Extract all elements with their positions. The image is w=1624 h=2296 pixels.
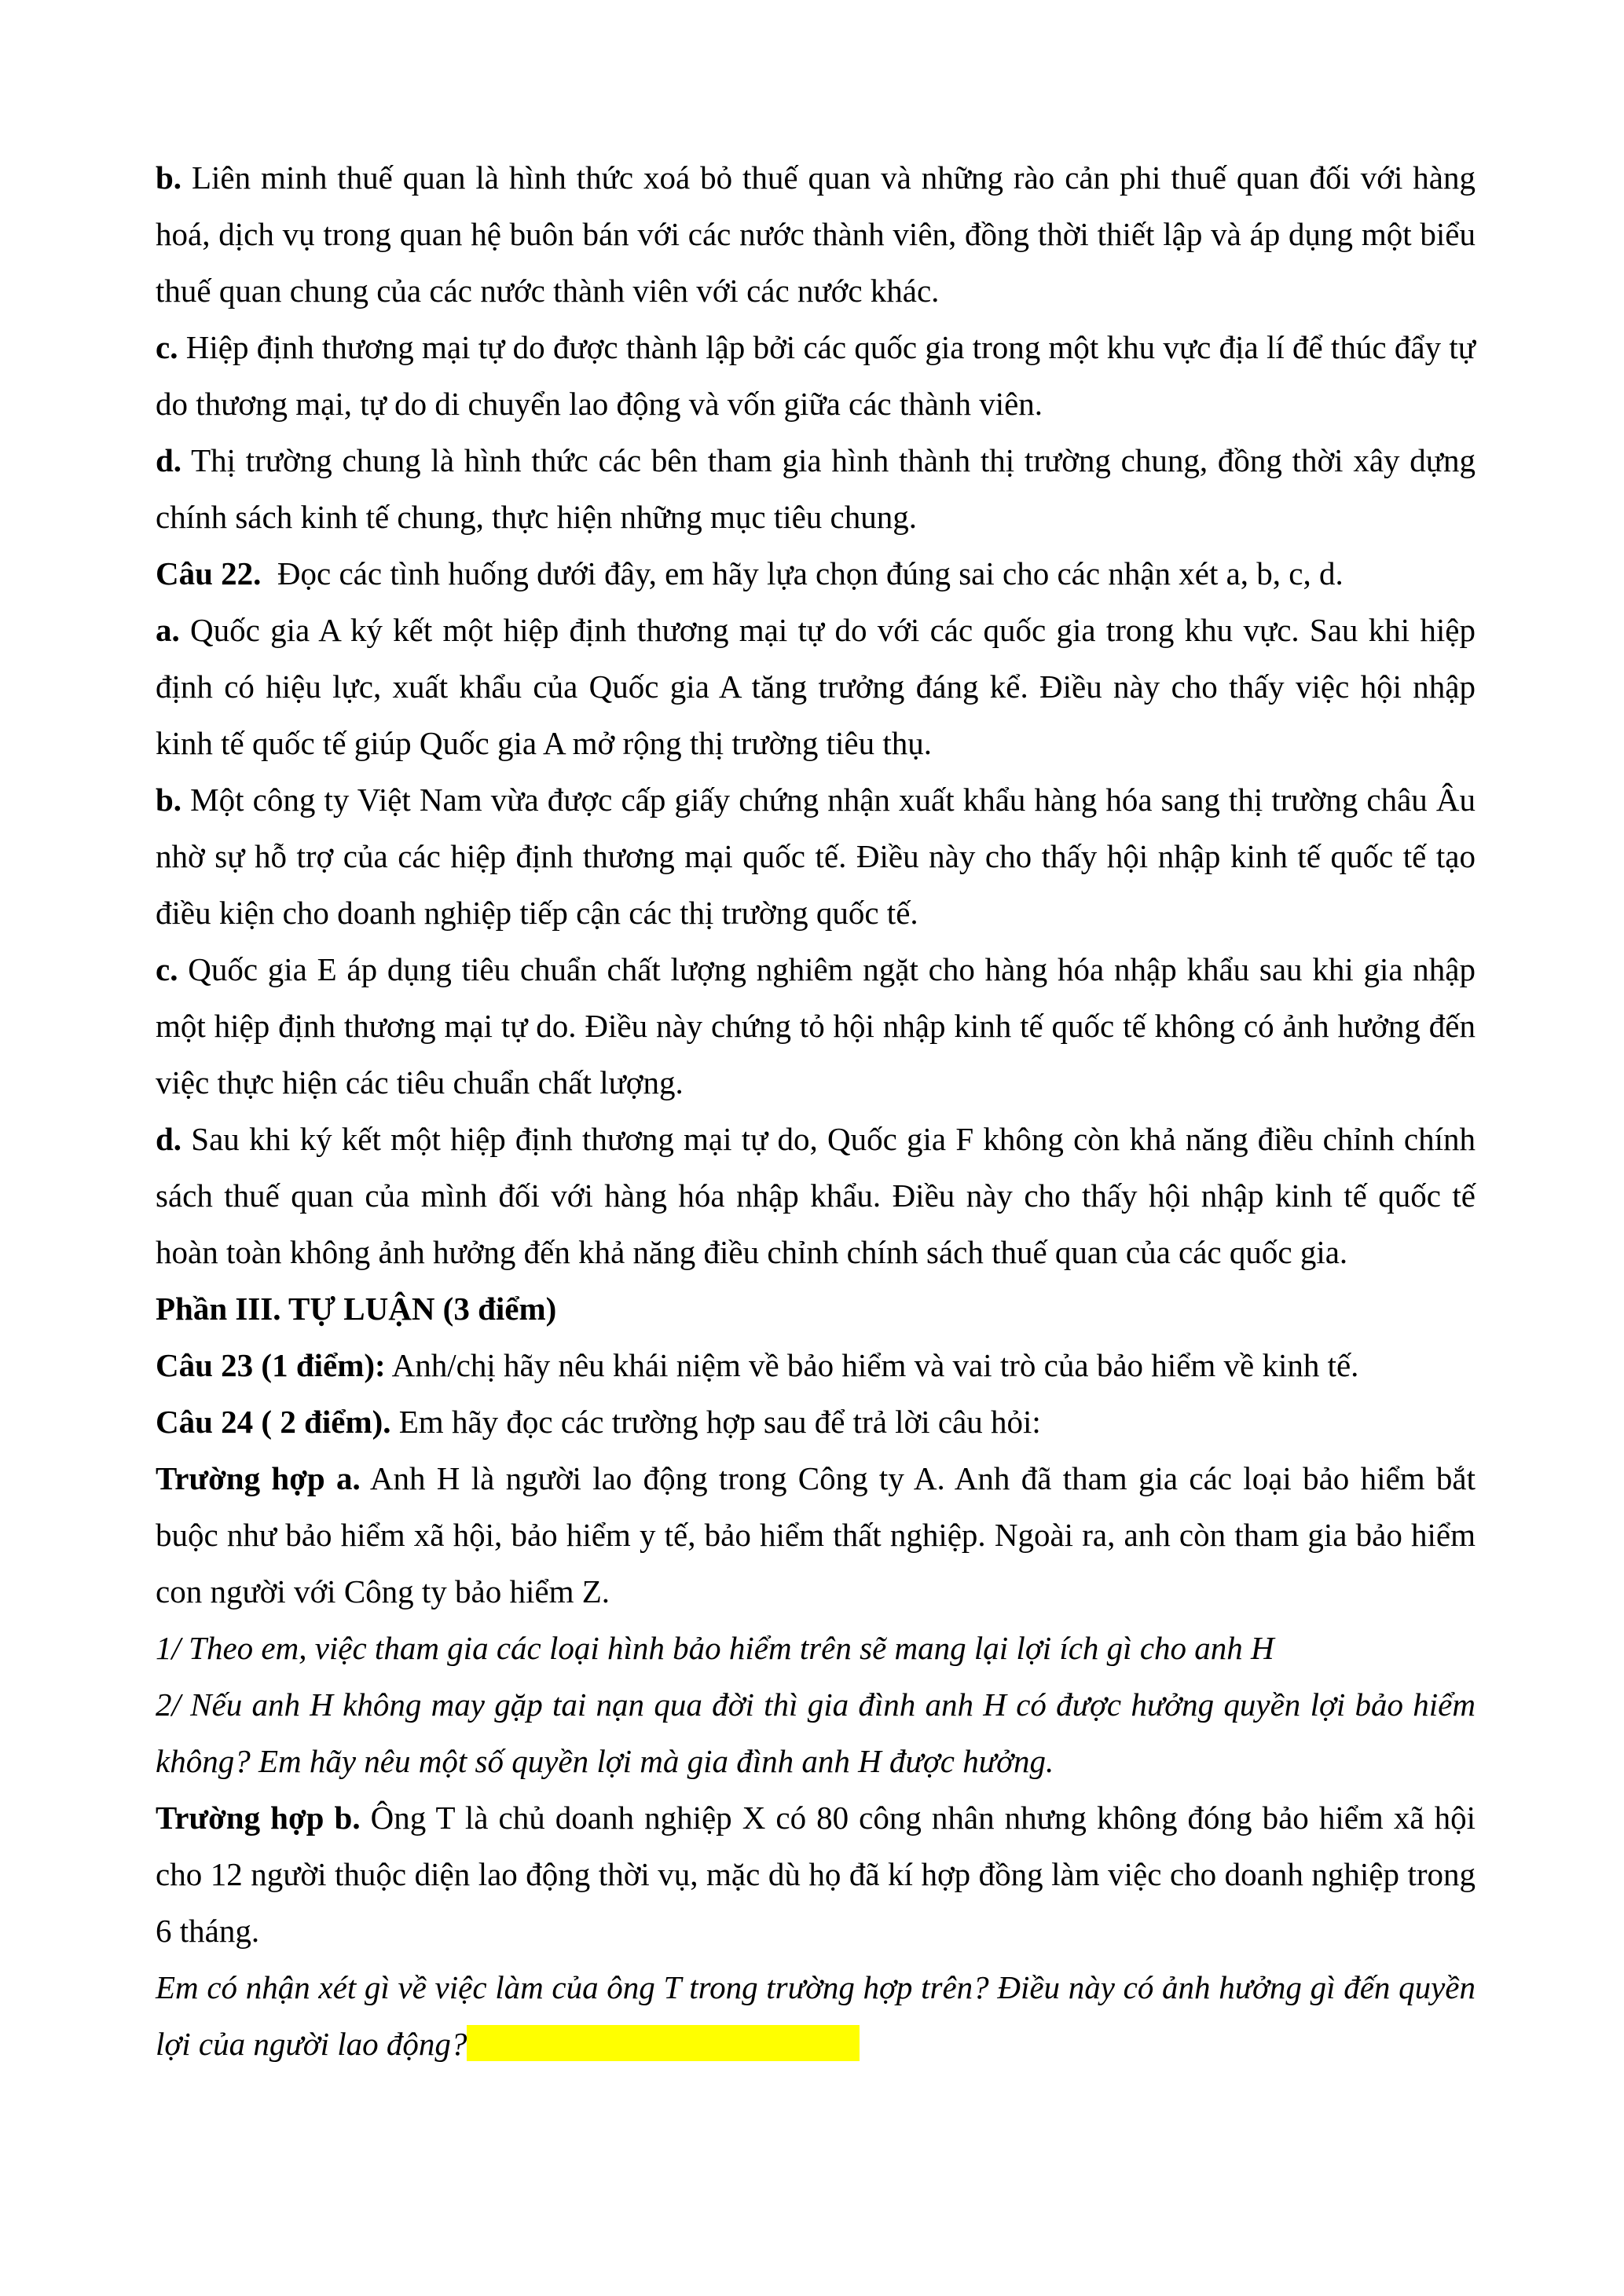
statement-b [156, 771, 1476, 941]
case-a-question-1: 1/ Theo em, việc tham gia các loại hình bảo hiểm trên sẽ mang lại lợi ích gì cho anh H [156, 1630, 1274, 1666]
paragraph-lead: d. [156, 442, 182, 478]
paragraph-lead: c. [156, 951, 178, 987]
case-text: Ông T là chủ doanh nghiệp X có 80 công nhân nhưng không đóng bảo hiểm xã hội cho 12 người thuộc diện lao động thời vụ, mặc dù họ đã kí hợp đồng làm việc cho doanh nghiệp trong 6 tháng. [156, 1800, 1476, 1949]
case-b [156, 1789, 1476, 1959]
paragraph-text: Hiệp định thương mại tự do được thành lập bởi các quốc gia trong một khu vực địa lí để thúc đẩy tự do thương mại, tự do di chuyển lao động và vốn giữa các thành viên. [156, 329, 1476, 422]
statement-d [156, 1111, 1476, 1280]
question-number: Câu 24 ( 2 điểm). [156, 1404, 391, 1440]
paragraph-text: Một công ty Việt Nam vừa được cấp giấy chứng nhận xuất khẩu hàng hóa sang thị trường châu Âu nhờ sự hỗ trợ của các hiệp định thương mại quốc tế. Điều này cho thấy hội nhập kinh tế quốc tế tạo điều kiện cho doanh nghiệp tiếp cận các thị trường quốc tế. [156, 782, 1476, 931]
statement-a [156, 602, 1476, 771]
case-a-question-2: 2/ Nếu anh H không may gặp tai nạn qua đời thì gia đình anh H có được hưởng quyền lợi bảo hiểm không? Em hãy nêu một số quyền lợi mà gia đình anh H được hưởng. [156, 1686, 1476, 1779]
question-text: Anh/chị hãy nêu khái niệm về bảo hiểm và vai trò của bảo hiểm về kinh tế. [385, 1347, 1359, 1383]
case-text: Anh H là người lao động trong Công ty A. Anh đã tham gia các loại bảo hiểm bắt buộc như bảo hiểm xã hội, bảo hiểm y tế, bảo hiểm thất nghiệp. Ngoài ra, anh còn tham gia bảo hiểm con người với Công ty bảo hiểm Z. [156, 1460, 1476, 1609]
question-22 [156, 545, 1476, 602]
question-text: Đọc các tình huống dưới đây, em hãy lựa chọn đúng sai cho các nhận xét a, b, c, d. [261, 555, 1344, 591]
paragraph-text: Thị trường chung là hình thức các bên tham gia hình thành thị trường chung, đồng thời xây dựng chính sách kinh tế chung, thực hiện những mục tiêu chung. [156, 442, 1476, 535]
paragraph-text: Quốc gia E áp dụng tiêu chuẩn chất lượng nghiêm ngặt cho hàng hóa nhập khẩu sau khi gia nhập một hiệp định thương mại tự do. Điều này chứng tỏ hội nhập kinh tế quốc tế không có ảnh hưởng đến việc thực hiện các tiêu chuẩn chất lượng. [156, 951, 1476, 1100]
paragraph-lead: b. [156, 159, 182, 196]
paragraph-text: Liên minh thuế quan là hình thức xoá bỏ thuế quan và những rào cản phi thuế quan đối với hàng hoá, dịch vụ trong quan hệ buôn bán với các nước thành viên, đồng thời thiết lập và áp dụng một biểu thuế quan chung của các nước thành viên với các nước khác. [156, 159, 1476, 309]
case-lead: Trường hợp b. [156, 1800, 361, 1836]
paragraph-text: Quốc gia A ký kết một hiệp định thương mại tự do với các quốc gia trong khu vực. Sau khi hiệp định có hiệu lực, xuất khẩu của Quốc gia A tăng trưởng đáng kể. Điều này cho thấy việc hội nhập kinh tế quốc tế giúp Quốc gia A mở rộng thị trường tiêu thụ. [156, 612, 1476, 761]
question-24 [156, 1393, 1476, 1450]
paragraph-c-fta [156, 319, 1476, 432]
statement-c [156, 941, 1476, 1111]
paragraph-b-customs-union [156, 149, 1476, 319]
case-b-question [156, 1959, 1476, 2072]
case-a [156, 1450, 1476, 1620]
paragraph-lead: a. [156, 612, 180, 648]
case-b-question-text: Em có nhận xét gì về việc làm của ông T trong trường hợp trên? Điều này có ảnh hưởng gì đến quyền lợi của người lao động? [156, 1969, 1476, 2062]
question-23 [156, 1337, 1476, 1393]
section-heading-part-3 [156, 1280, 1476, 1337]
paragraph-text: Sau khi ký kết một hiệp định thương mại tự do, Quốc gia F không còn khả năng điều chỉnh chính sách thuế quan của mình đối với hàng hóa nhập khẩu. Điều này cho thấy hội nhập kinh tế quốc tế hoàn toàn không ảnh hưởng đến khả năng điều chỉnh chính sách thuế quan của các quốc gia. [156, 1121, 1476, 1270]
paragraph-lead: b. [156, 782, 182, 818]
paragraph-d-common-market [156, 432, 1476, 545]
question-number: Câu 23 (1 điểm): [156, 1347, 386, 1383]
document-page [156, 149, 1476, 2072]
question-text: Em hãy đọc các trường hợp sau để trả lời câu hỏi: [390, 1404, 1041, 1440]
question-number: Câu 22. [156, 555, 262, 591]
case-lead: Trường hợp a. [156, 1460, 361, 1496]
section-heading: Phần III. TỰ LUẬN (3 điểm) [156, 1291, 557, 1327]
yellow-highlight [467, 2025, 860, 2061]
paragraph-lead: c. [156, 329, 178, 365]
paragraph-lead: d. [156, 1121, 182, 1157]
